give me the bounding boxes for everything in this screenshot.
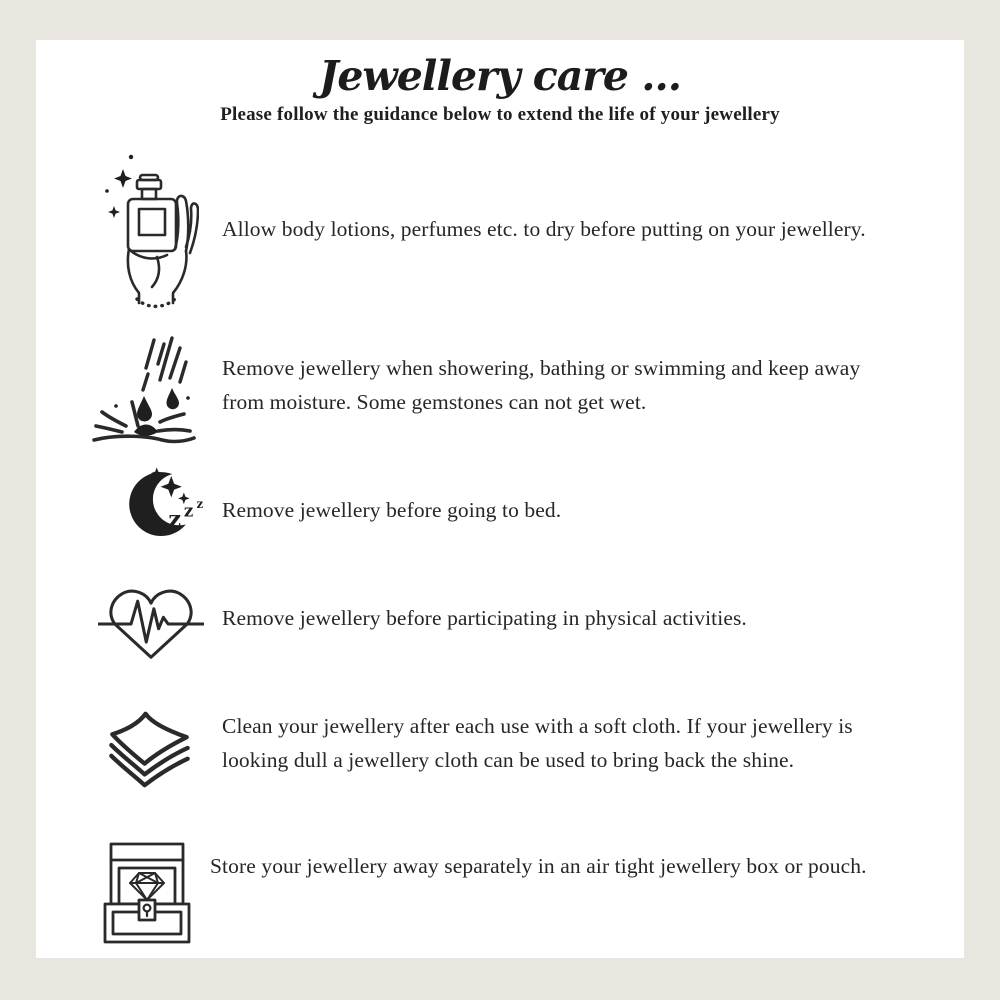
jewellery-box-icon	[97, 840, 197, 952]
sleep-z: z	[183, 501, 194, 521]
soft-cloth-icon	[92, 702, 206, 797]
moon-sleep-icon	[118, 464, 210, 557]
heartbeat-icon	[98, 585, 204, 668]
water-splash-icon	[88, 334, 200, 459]
page-title: Jewellery care ...	[318, 52, 682, 100]
care-item-text: Store your jewellery away separately in an air tight jewellery box or pouch.	[210, 854, 867, 878]
care-item-text: Remove jewellery before going to bed.	[222, 498, 562, 522]
sleep-z: z	[168, 506, 182, 533]
care-item-text: Clean your jewellery after each use with a soft cloth. If your jewellery is looking dull a jewellery cloth can be used to bring back the shine.	[222, 714, 853, 772]
care-item-text: Allow body lotions, perfumes etc. to dry before putting on your jewellery.	[222, 217, 866, 241]
care-item-text: Remove jewellery before participating in physical activities.	[222, 606, 747, 630]
sleep-z: z	[196, 497, 204, 511]
care-item-text: Remove jewellery when showering, bathing or swimming and keep away from moisture. Some gemstones can not get wet.	[222, 356, 861, 414]
page-subtitle: Please follow the guidance below to extend the life of your jewellery	[220, 104, 780, 125]
perfume-hand-icon	[95, 147, 199, 318]
